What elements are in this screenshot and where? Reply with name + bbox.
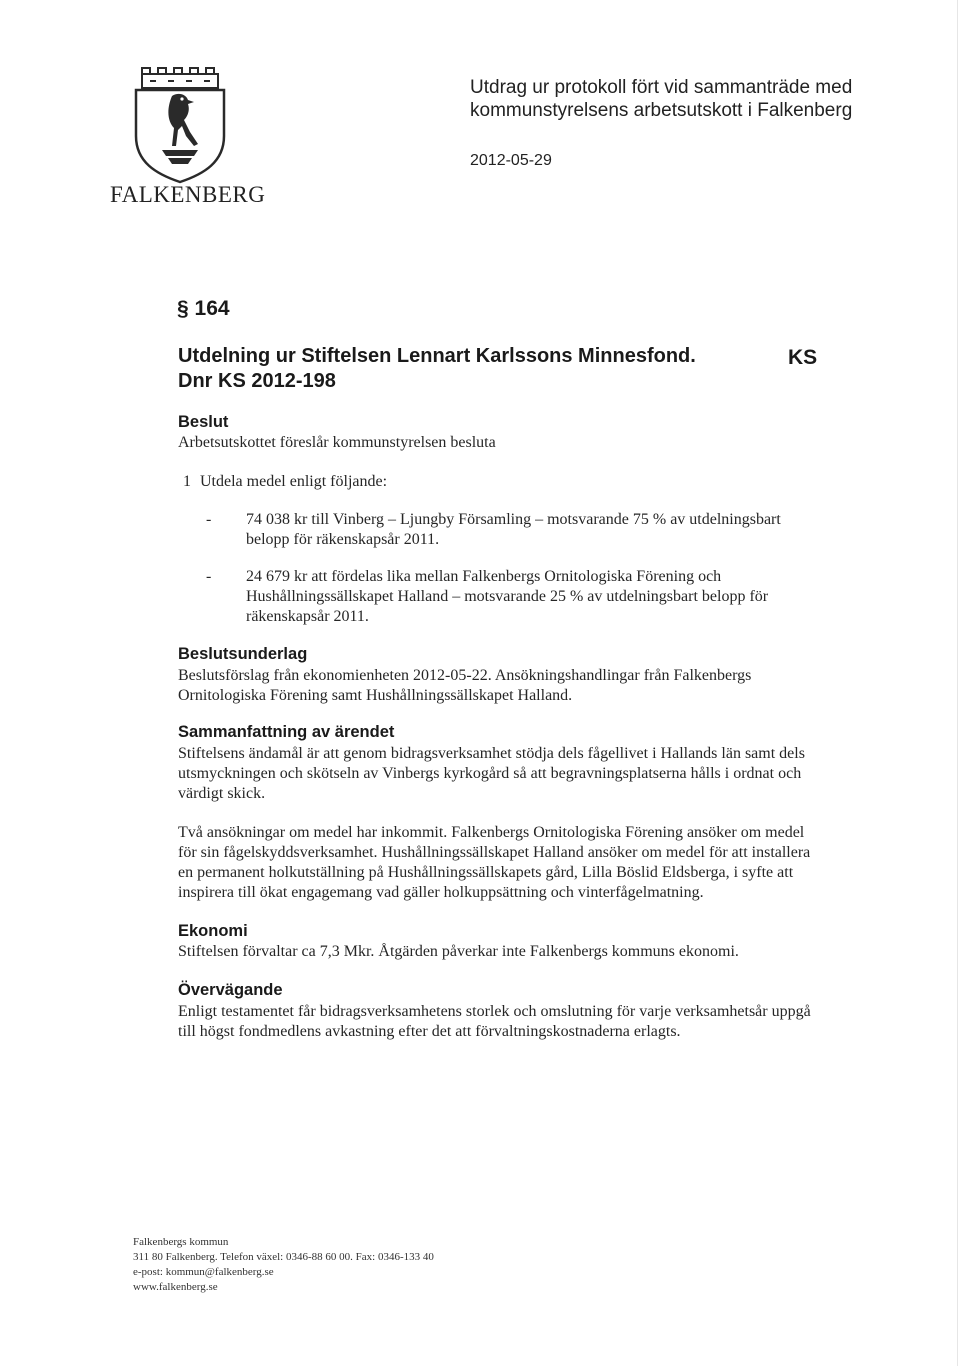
decision-item-number: 1 — [183, 473, 191, 490]
heading-sammanfattning: Sammanfattning av ärendet — [178, 723, 395, 741]
bullet-dash: - — [206, 568, 212, 585]
underlag-line-1: Beslutsförslag från ekonomienheten 2012-05-22. Ansökningshandlingar från Falkenbergs — [178, 667, 752, 684]
heading-overvagande: Övervägande — [178, 981, 283, 999]
heading-beslut: Beslut — [178, 413, 229, 431]
underlag-line-2: Ornitologiska Förening samt Hushållningssällskapet Halland. — [178, 687, 573, 704]
footer-email: e-post: kommun@falkenberg.se — [133, 1266, 274, 1278]
heading-beslutsunderlag: Beslutsunderlag — [178, 645, 308, 663]
summary-p2-line-3: en permanent holkutställning på Hushållningssällskapets gård, Lilla Böslid Eldsberga, i syfte att — [178, 864, 794, 881]
summary-p2-line-4: inspirera till ökat engagemang vad gäller holkuppsättning och vinterfågelmatning. — [178, 884, 704, 901]
protocol-title-line1: Utdrag ur protokoll fört vid sammanträde med — [470, 77, 853, 98]
summary-p1-line-2: utsmyckningen och skötseln av Vinbergs kyrkogård så att begravningsplatserna hålls i ordnat och — [178, 765, 802, 782]
bullet-2-line-3: räkenskapsår 2011. — [246, 608, 369, 625]
case-dnr: Dnr KS 2012-198 — [178, 370, 336, 392]
bullet-dash: - — [206, 511, 212, 528]
case-title: Utdelning ur Stiftelsen Lennart Karlssons Minnesfond. — [178, 345, 696, 367]
beslut-intro: Arbetsutskottet föreslår kommunstyrelsen besluta — [178, 434, 496, 451]
ekonomi-text: Stiftelsen förvaltar ca 7,3 Mkr. Åtgärden påverkar inte Falkenbergs kommuns ekonomi. — [178, 943, 739, 960]
summary-p2-line-2: för sin fågelskyddsverksamhet. Hushållningssällskapet Halland ansöker om medel för att installera — [178, 844, 811, 861]
protocol-title-line2: kommunstyrelsens arbetsutskott i Falkenberg — [470, 100, 853, 121]
municipality-name: FALKENBERG — [110, 182, 266, 207]
overvagande-line-2: till högst fondmedlens avkastning efter det att förvaltningskostnaderna erlagts. — [178, 1023, 681, 1040]
bullet-1-line-1: 74 038 kr till Vinberg – Ljungby Församling – motsvarande 75 % av utdelningsbart — [246, 511, 781, 528]
summary-p2-line-1: Två ansökningar om medel har inkommit. Falkenbergs Ornitologiska Förening ansöker om medel — [178, 824, 805, 841]
decision-item-text: Utdela medel enligt följande: — [200, 473, 388, 490]
falkenberg-coat-of-arms-icon — [128, 66, 232, 184]
footer-web: www.falkenberg.se — [133, 1281, 218, 1293]
bullet-2-line-1: 24 679 kr att fördelas lika mellan Falkenbergs Ornitologiska Förening och — [246, 568, 722, 585]
section-number: § 164 — [177, 297, 230, 320]
summary-p1-line-3: värdigt skick. — [178, 785, 266, 802]
heading-ekonomi: Ekonomi — [178, 922, 248, 940]
footer-org: Falkenbergs kommun — [133, 1236, 229, 1248]
bullet-1-line-2: belopp för räkenskapsår 2011. — [246, 531, 440, 548]
meeting-date: 2012-05-29 — [470, 152, 552, 169]
scan-edge-line — [957, 0, 958, 1366]
bullet-2-line-2: Hushållningssällskapet Halland – motsvarande 25 % av utdelningsbart belopp för — [246, 588, 769, 605]
overvagande-line-1: Enligt testamentet får bidragsverksamhetens storlek och omslutning för varje verksamhetsår uppgå — [178, 1003, 811, 1020]
footer-address: 311 80 Falkenberg. Telefon växel: 0346-88 60 00. Fax: 0346-133 40 — [133, 1251, 434, 1263]
summary-p1-line-1: Stiftelsens ändamål är att genom bidragsverksamhet stödja dels fågellivet i Hallands län samt dels — [178, 745, 805, 762]
committee-tag: KS — [788, 346, 818, 369]
